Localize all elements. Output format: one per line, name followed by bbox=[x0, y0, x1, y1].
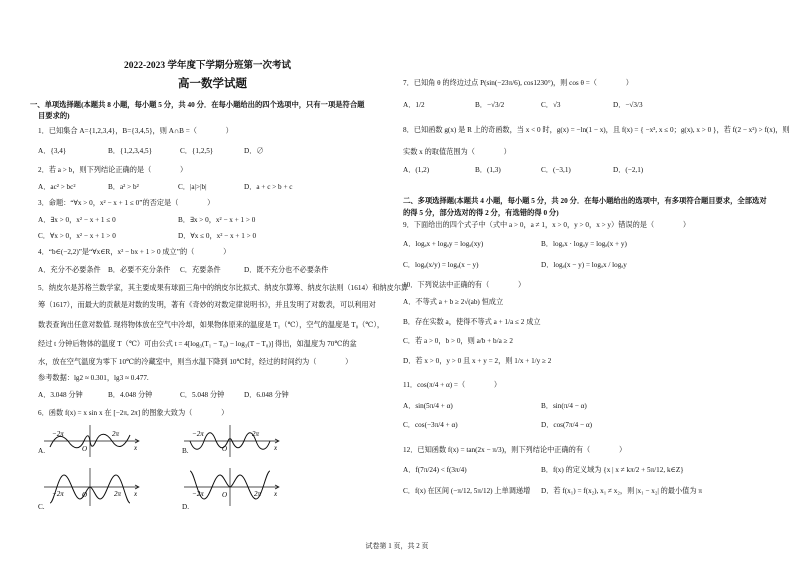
q7-option-b[interactable]: B．−√3/2 bbox=[475, 101, 505, 109]
q6-d-neg-label: −2π bbox=[192, 490, 204, 498]
q7-option-c[interactable]: C．√3 bbox=[541, 101, 561, 109]
q1-stem: 1．已知集合 A={1,2,3,4}，B={3,4,5}，则 A∩B =（ ） bbox=[38, 127, 233, 135]
section1-heading: 一、单项选择题(本题共 8 小题，每小题 5 分，共 40 分．在每小题给出的四个选项中，只有一项是符合题 bbox=[30, 100, 365, 109]
q5-line-2: 筹（1617），而最大的贡献是对数的发明，著有《奇妙的对数定律说明书》，并且发明了对数表，可以利用对 bbox=[38, 301, 376, 309]
q2-stem: 2．若 a > b，则下列结论正确的是（ ） bbox=[38, 166, 188, 174]
q6-c-pos-label: 2π bbox=[114, 490, 122, 498]
q9-option-b[interactable]: B．logₐx · logₐy = logₐ(x + y) bbox=[541, 240, 627, 248]
q6-b-pos-label: 2π bbox=[252, 430, 260, 438]
q12-option-a[interactable]: A．f(7π/24) < f(3π/4) bbox=[403, 466, 467, 474]
q5-line-5: 水，放在空气温度为零下 10℃的冷藏室中，则当水温下降到 10℃时，经过的时间约为（ ） bbox=[38, 358, 353, 366]
q5-option-c[interactable]: C．5.048 分钟 bbox=[180, 391, 225, 399]
q8-stem: 8．已知函数 g(x) 是 R 上的奇函数，当 x < 0 时，g(x) = −ln(1 − x)，且 f(x) = { −x³, x ≤ 0；g(x), x > 0 }，若 f(2 − x²) > f(x)，则 bbox=[403, 126, 790, 134]
q12-option-c[interactable]: C．f(x) 在区间 (−π/12, 5π/12) 上单调递增 bbox=[403, 487, 531, 495]
q10-option-c[interactable]: C．若 a > 0，b > 0，则 a/b + b/a ≥ 2 bbox=[403, 337, 513, 345]
q11-stem: 11．cos(π/4 + α) =（ ） bbox=[403, 381, 502, 389]
q6-d-pos-label: 2π bbox=[254, 490, 262, 498]
q6-option-b[interactable]: B. bbox=[182, 447, 189, 455]
q5-line-4: 经过 t 分钟后物体的温度 T（℃）可由公式 t = 4[log₃(T₁ − T₀) − log₃(T − T₀)] 得出，如温度为 70℃的盆 bbox=[38, 340, 357, 348]
q6-b-neg-label: −2π bbox=[192, 430, 204, 438]
q1-option-b[interactable]: B．{1,2,3,4,5} bbox=[108, 147, 153, 155]
q5-line-3: 数表查询出任意对数值. 现将物体放在空气中冷却，如果物体原来的温度是 T₁（℃），空气的温度是 T₀（℃）， bbox=[38, 321, 385, 329]
exam-title: 2022-2023 学年度下学期分班第一次考试 bbox=[124, 61, 292, 71]
q9-stem: 9．下面给出的四个式子中（式中 a > 0，a ≠ 1，x > 0，y > 0，x > y）错误的是（ ） bbox=[403, 221, 691, 229]
q5-option-b[interactable]: B．4.048 分钟 bbox=[108, 391, 153, 399]
q6-a-pos-label: 2π bbox=[112, 430, 120, 438]
q9-option-c[interactable]: C．logₐ(x/y) = logₐ(x − y) bbox=[403, 261, 479, 269]
q6-graph-b bbox=[182, 424, 282, 458]
q6-d-x-label: x bbox=[274, 490, 278, 498]
q3-option-b[interactable]: B．∃x > 0，x² − x + 1 > 0 bbox=[178, 216, 256, 224]
q6-a-origin-label: O bbox=[82, 445, 88, 453]
q12-option-d[interactable]: D．若 f(x₁) = f(x₂), x₁ ≠ x₂，则 |x₁ − x₂| 的最小值为 π bbox=[541, 487, 702, 495]
q12-option-b[interactable]: B．f(x) 的定义域为 {x | x ≠ kπ/2 + 5π/12, k∈Z} bbox=[541, 466, 684, 474]
paper-title: 高一数学试题 bbox=[178, 78, 247, 90]
q6-a-neg-label: −2π bbox=[52, 430, 64, 438]
q10-option-d[interactable]: D．若 x > 0，y > 0 且 x + y = 2，则 1/x + 1/y ≥ 2 bbox=[403, 357, 552, 365]
q1-option-d[interactable]: D．∅ bbox=[244, 147, 264, 155]
page-footer: 试卷第 1 页，共 2 页 bbox=[365, 542, 429, 550]
q11-option-a[interactable]: A．sin(5π/4 + α) bbox=[403, 402, 453, 410]
q5-option-a[interactable]: A．3.048 分钟 bbox=[38, 391, 83, 399]
q1-option-c[interactable]: C．{1,2,5} bbox=[180, 147, 214, 155]
q3-option-d[interactable]: D．∀x ≤ 0，x² − x + 1 > 0 bbox=[178, 232, 257, 240]
q6-option-d[interactable]: D. bbox=[182, 503, 189, 511]
q2-option-d[interactable]: D．a + c > b + c bbox=[244, 183, 293, 191]
q6-b-origin-label: O bbox=[222, 445, 228, 453]
q8-option-d[interactable]: D．(−2,1) bbox=[613, 166, 644, 174]
q10-option-a[interactable]: A．不等式 a + b ≥ 2√(ab) 恒成立 bbox=[403, 298, 504, 306]
q6-d-origin-label: O bbox=[222, 491, 228, 499]
q6-graph-d bbox=[182, 467, 282, 507]
q12-stem: 12．已知函数 f(x) = tan(2x − π/3)，则下列结论中正确的有（ ） bbox=[403, 446, 627, 454]
q8-option-c[interactable]: C．(−3,1) bbox=[541, 166, 571, 174]
q9-option-d[interactable]: D．logₐ(x − y) = logₐx / logₐy bbox=[541, 261, 627, 269]
q8-option-b[interactable]: B．(1,3) bbox=[475, 166, 501, 174]
q11-option-c[interactable]: C．cos(−3π/4 + α) bbox=[403, 421, 458, 429]
q3-option-c[interactable]: C．∀x > 0，x² − x + 1 > 0 bbox=[38, 232, 116, 240]
q5-option-d[interactable]: D．6.048 分钟 bbox=[244, 391, 289, 399]
q10-option-b[interactable]: B．存在实数 a，使得不等式 a + 1/a ≤ 2 成立 bbox=[403, 318, 541, 326]
q6-stem: 6．函数 f(x) = x sin x 在 [−2π, 2π] 的图象大致为（ ） bbox=[38, 409, 229, 417]
section1-heading-2: 目要求的) bbox=[38, 111, 70, 120]
q11-option-b[interactable]: B．sin(π/4 − α) bbox=[541, 402, 587, 410]
q6-c-neg-label: −2π bbox=[52, 490, 64, 498]
q3-stem: 3．命题：“∀x > 0，x² − x + 1 ≤ 0”的否定是（ ） bbox=[38, 199, 215, 207]
q4-option-c[interactable]: C．充要条件 bbox=[180, 266, 221, 274]
q2-option-b[interactable]: B．a² > b² bbox=[108, 183, 139, 191]
q6-c-origin-label: O bbox=[82, 491, 88, 499]
q4-option-a[interactable]: A．充分不必要条件 bbox=[38, 266, 101, 274]
q6-b-x-label: x bbox=[274, 444, 278, 452]
q6-option-a[interactable]: A. bbox=[38, 447, 45, 455]
q5-line-6: 参考数据：lg2 ≈ 0.301，lg3 ≈ 0.477. bbox=[38, 374, 149, 382]
q3-option-a[interactable]: A．∃x > 0，x² − x + 1 ≤ 0 bbox=[38, 216, 116, 224]
q2-option-c[interactable]: C．|a|>|b| bbox=[178, 183, 207, 191]
q10-stem: 10．下列说法中正确的有（ ） bbox=[403, 281, 526, 289]
section2-heading: 二、多项选择题(本题共 4 小题，每小题 5 分，共 20 分．在每小题给出的选项中，有多项符合题目要求，全部选对 bbox=[403, 196, 767, 205]
q9-option-a[interactable]: A．logₐx + logₐy = logₐ(xy) bbox=[403, 240, 484, 248]
q7-option-d[interactable]: D．−√3/3 bbox=[613, 101, 643, 109]
q4-stem: 4．“b∈(−2,2)”是“∀x∈R，x² − bx + 1 > 0 成立”的（ ） bbox=[38, 248, 231, 256]
q8-option-a[interactable]: A．(1,2) bbox=[403, 166, 430, 174]
q6-option-c[interactable]: C. bbox=[38, 503, 45, 511]
q4-option-d[interactable]: D．既不充分也不必要条件 bbox=[244, 266, 329, 274]
q6-graph-a bbox=[42, 424, 142, 458]
q11-option-d[interactable]: D．cos(7π/4 − α) bbox=[541, 421, 592, 429]
q6-a-x-label: x bbox=[134, 444, 138, 452]
q7-option-a[interactable]: A．1/2 bbox=[403, 101, 425, 109]
q6-graph-c bbox=[42, 467, 142, 507]
section2-heading-2: 的得 5 分，部分选对的得 2 分，有选错的得 0 分) bbox=[403, 208, 559, 217]
q8-stem-2: 实数 x 的取值范围为（ ） bbox=[403, 148, 511, 156]
q2-option-a[interactable]: A．ac² > bc² bbox=[38, 183, 76, 191]
q4-option-b[interactable]: B．必要不充分条件 bbox=[108, 266, 171, 274]
q5-line-1: 5．纳皮尔是苏格兰数学家，其主要成果有球面三角中的纳皮尔比拟式、纳皮尔算筹、纳皮尔法则（1614）和纳皮尔算 bbox=[38, 284, 409, 292]
q1-option-a[interactable]: A．{3,4} bbox=[38, 147, 67, 155]
q7-stem: 7．已知角 θ 的终边过点 P(sin(−23π/6), cos1230°)，则 cos θ =（ ） bbox=[403, 79, 633, 87]
q6-c-x-label: x bbox=[134, 490, 138, 498]
